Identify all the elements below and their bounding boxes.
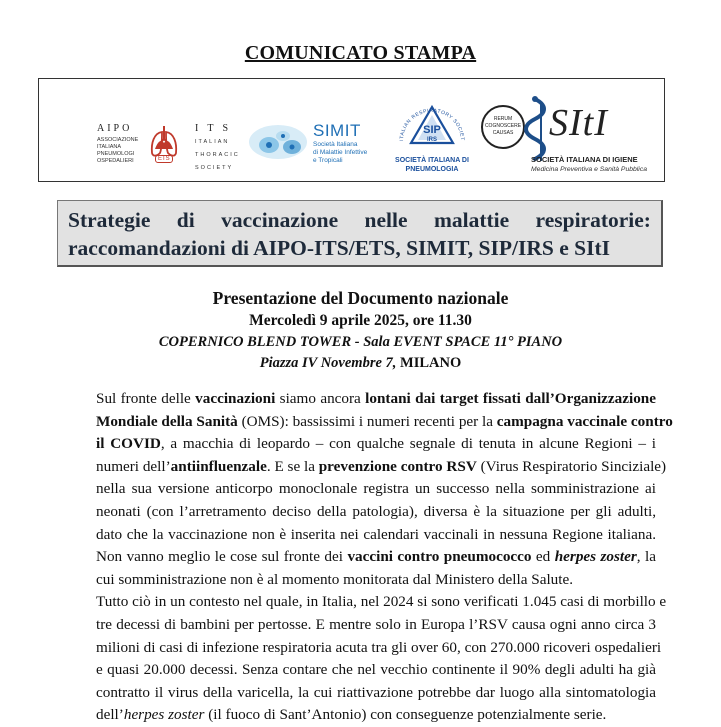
headline-word: malattie: [433, 208, 510, 232]
its-name: ITS: [195, 123, 237, 134]
event-datetime: Mercoledì 9 aprile 2025, ore 11.30: [249, 312, 472, 329]
simit-cells-icon: [247, 121, 309, 163]
simit-name: SIMIT: [313, 121, 361, 140]
event-subtitle: Presentazione del Documento nazionale: [212, 288, 509, 308]
sip-logo: [393, 97, 471, 177]
text-line: neonati (con l’arretramento deciso della patologia), diversa è la situazione per gli adulti,: [96, 502, 656, 520]
simit-full-name: [313, 141, 367, 165]
aipo-name-line: ITALIANA: [97, 144, 122, 150]
headline-word: nelle: [364, 208, 408, 232]
siti-logo: [479, 95, 659, 179]
siti-subtitle: Medicina Preventiva e Sanità Pubblica: [531, 166, 647, 173]
text-line: dell’herpes zoster (il fuoco di Sant’Antonio) con conseguenze potenzialmente serie.: [96, 706, 607, 724]
text-line: Non vanno meglio le cose sul fronte dei vaccini contro pneumococco ed herpes zoster, la: [96, 548, 656, 566]
its-name-line: THORACIC: [195, 152, 240, 158]
simit-name-line: di Malattie Infettive: [313, 149, 368, 156]
sip-full-name: [393, 156, 471, 174]
text-line: cui somministrazione non è al momento monitorata dal Ministero della Salute.: [96, 570, 574, 588]
event-street: Piazza IV Novembre 7,: [259, 355, 397, 371]
paragraph-vaccination-status: [96, 388, 673, 591]
paragraph-epidemiology: [96, 591, 667, 727]
ets-badge: ETS: [155, 155, 173, 163]
svg-text:ITALIAN RESPIRATORY SOCIETY: ITALIAN RESPIRATORY SOCIET: [398, 107, 466, 142]
siti-motto-line: CAUSAS: [492, 130, 514, 136]
sip-emblem-icon: [393, 97, 471, 151]
headline-word: respiratorie:: [535, 208, 651, 232]
siti-motto-line: COGNOSCERE: [484, 123, 522, 129]
its-name-line: ITALIAN: [195, 139, 230, 145]
siti-motto-line: RERUM: [493, 116, 513, 122]
text-line: contratto il virus della varicella, la cui riattivazione potrebbe dar luogo alla sintomatologia: [96, 683, 656, 701]
text-line: milioni di casi di infezione respiratoria acuta tra gli over 60, con 270.000 ricoveri ospedalieri: [96, 638, 662, 656]
event-address: [0, 355, 721, 372]
simit-name-line: Società Italiana: [313, 141, 358, 148]
text-line: Mondiale della Sanità (OMS): bassissimi i numeri recenti per la campagna vaccinale contro: [96, 412, 673, 430]
event-city: MILANO: [400, 355, 462, 371]
siti-mark: SItI: [549, 102, 608, 144]
logo-banner: [38, 78, 665, 182]
siti-full-name: SOCIETÀ ITALIANA DI IGIENE: [531, 155, 638, 164]
its-name-line: SOCIETY: [195, 165, 234, 171]
event-venue: COPERNICO BLEND TOWER - Sala EVENT SPACE 11° PIANO: [158, 334, 563, 350]
aipo-name-line: OSPEDALIERI: [97, 158, 134, 164]
svg-text:IRS: IRS: [426, 137, 438, 143]
siti-motto-seal: [481, 105, 525, 149]
aipo-name-line: ASSOCIAZIONE: [97, 137, 139, 143]
headline-line-2: raccomandazioni di AIPO-ITS/ETS, SIMIT, SIP/IRS e SItI: [68, 236, 610, 260]
body-text: [96, 388, 673, 727]
headline-line-1: [68, 206, 651, 234]
text-line: dato che la vaccinazione non è inserita nei calendari vaccinali in nessuna Regione italiana.: [96, 525, 656, 543]
aipo-name: AIPO: [97, 123, 133, 134]
text-line: nella sua versione anticorpo monoclonale registra un successo nella somministrazione ai: [96, 480, 656, 498]
headline-word: Strategie: [68, 208, 151, 232]
text-line: tre decessi di bambini per pertosse. E mentre solo in Europa l’RSV causa ogni anno circa 3: [96, 615, 656, 633]
aipo-lungs-icon: [149, 123, 179, 163]
sip-name-line: PNEUMOLOGIA: [405, 166, 459, 173]
text-line: Tutto ciò in un contesto nel quale, in Italia, nel 2024 si sono verificati 1.045 casi di morbillo e: [96, 593, 667, 611]
text-line: Sul fronte delle vaccinazioni siamo ancora lontani dai target fissati dall’Organizzazione: [96, 390, 656, 407]
headline-word: vaccinazione: [221, 208, 339, 232]
svg-text:SIP: SIP: [423, 124, 441, 136]
simit-name-line: e Tropicali: [313, 157, 343, 164]
page-title: COMUNICATO STAMPA: [244, 42, 477, 64]
aipo-name-line: PNEUMOLOGI: [97, 151, 135, 157]
simit-logo: [247, 117, 387, 173]
text-line: numeri dell’antiinfluenzale. E se la prevenzione contro RSV (Virus Respiratorio Sinciziale): [96, 457, 667, 475]
sip-name-line: SOCIETÀ ITALIANA DI: [395, 157, 469, 164]
text-line: il COVID, a macchia di leopardo – con qualche segnale di tenuta in alcune Regioni – i: [96, 435, 656, 453]
press-release-headline: [57, 200, 663, 267]
text-line: e quasi 20.000 decessi. Senza contare che nel vecchio continente il 90% degli adulti ha già: [96, 661, 656, 679]
headline-word: di: [176, 208, 195, 232]
aipo-logo: [97, 123, 193, 179]
